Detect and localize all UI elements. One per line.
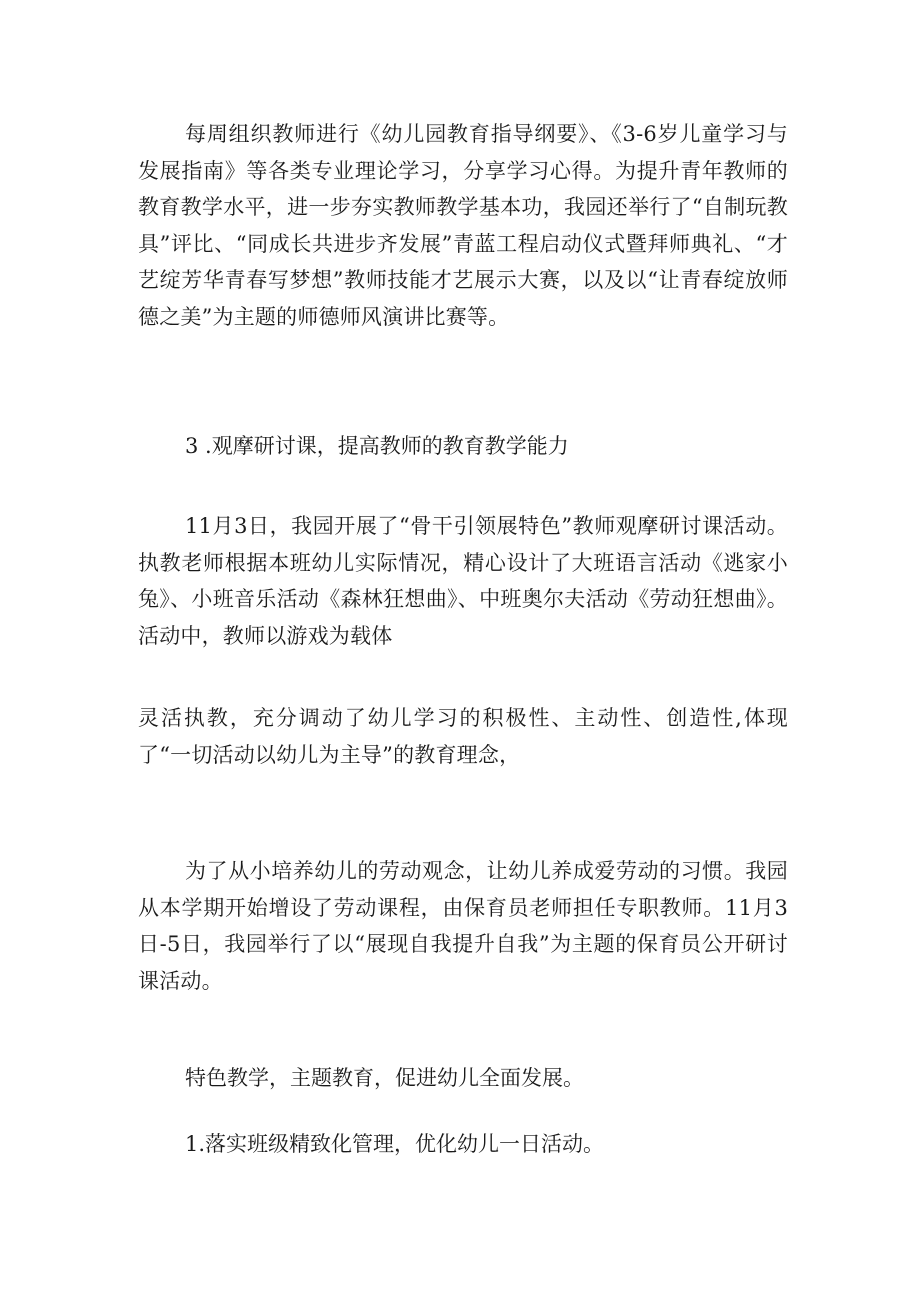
heading-special-teaching: 特色教学，主题教育，促进幼儿全面发展。	[185, 1066, 584, 1090]
heading-class-management: 1.落实班级精致化管理，优化幼儿一日活动。	[185, 1132, 605, 1156]
paragraph-teacher-study: 每周组织教师进行《幼儿园教育指导纲要》、《3-6岁儿童学习与发展指南》等各类专业理论学习，分享学习心得。为提升青年教师的教育教学水平，进一步夯实教师教学基本功，我园还举行了“自制玩教具”评比、“同成长共进步齐发展”青蓝工程启动仪式暨拜师典礼、“才艺绽芳华青春写梦想”教师技能才艺展示大赛，以及以“让青春绽放师德之美”为主题的师德师风演讲比赛等。	[138, 122, 788, 329]
paragraph-observation-activity: 11月3日，我园开展了“骨干引领展特色”教师观摩研讨课活动。执教老师根据本班幼儿实际情况，精心设计了大班语言活动《逃家小兔》、小班音乐活动《森林狂想曲》、中班奥尔夫活动《劳动狂想曲》。活动中，教师以游戏为载体	[138, 514, 788, 648]
paragraph-labor-course: 为了从小培养幼儿的劳动观念，让幼儿养成爱劳动的习惯。我园从本学期开始增设了劳动课程，由保育员老师担任专职教师。11月3日-5日，我园举行了以“展现自我提升自我”为主题的保育员公开研讨课活动。	[138, 859, 788, 993]
section-heading-observation-class: 3 .观摩研讨课，提高教师的教育教学能力	[185, 434, 569, 458]
paragraph-flexible-teaching: 灵活执教，充分调动了幼儿学习的积极性、主动性、创造性,体现了“一切活动以幼儿为主导”的教育理念，	[138, 706, 788, 767]
